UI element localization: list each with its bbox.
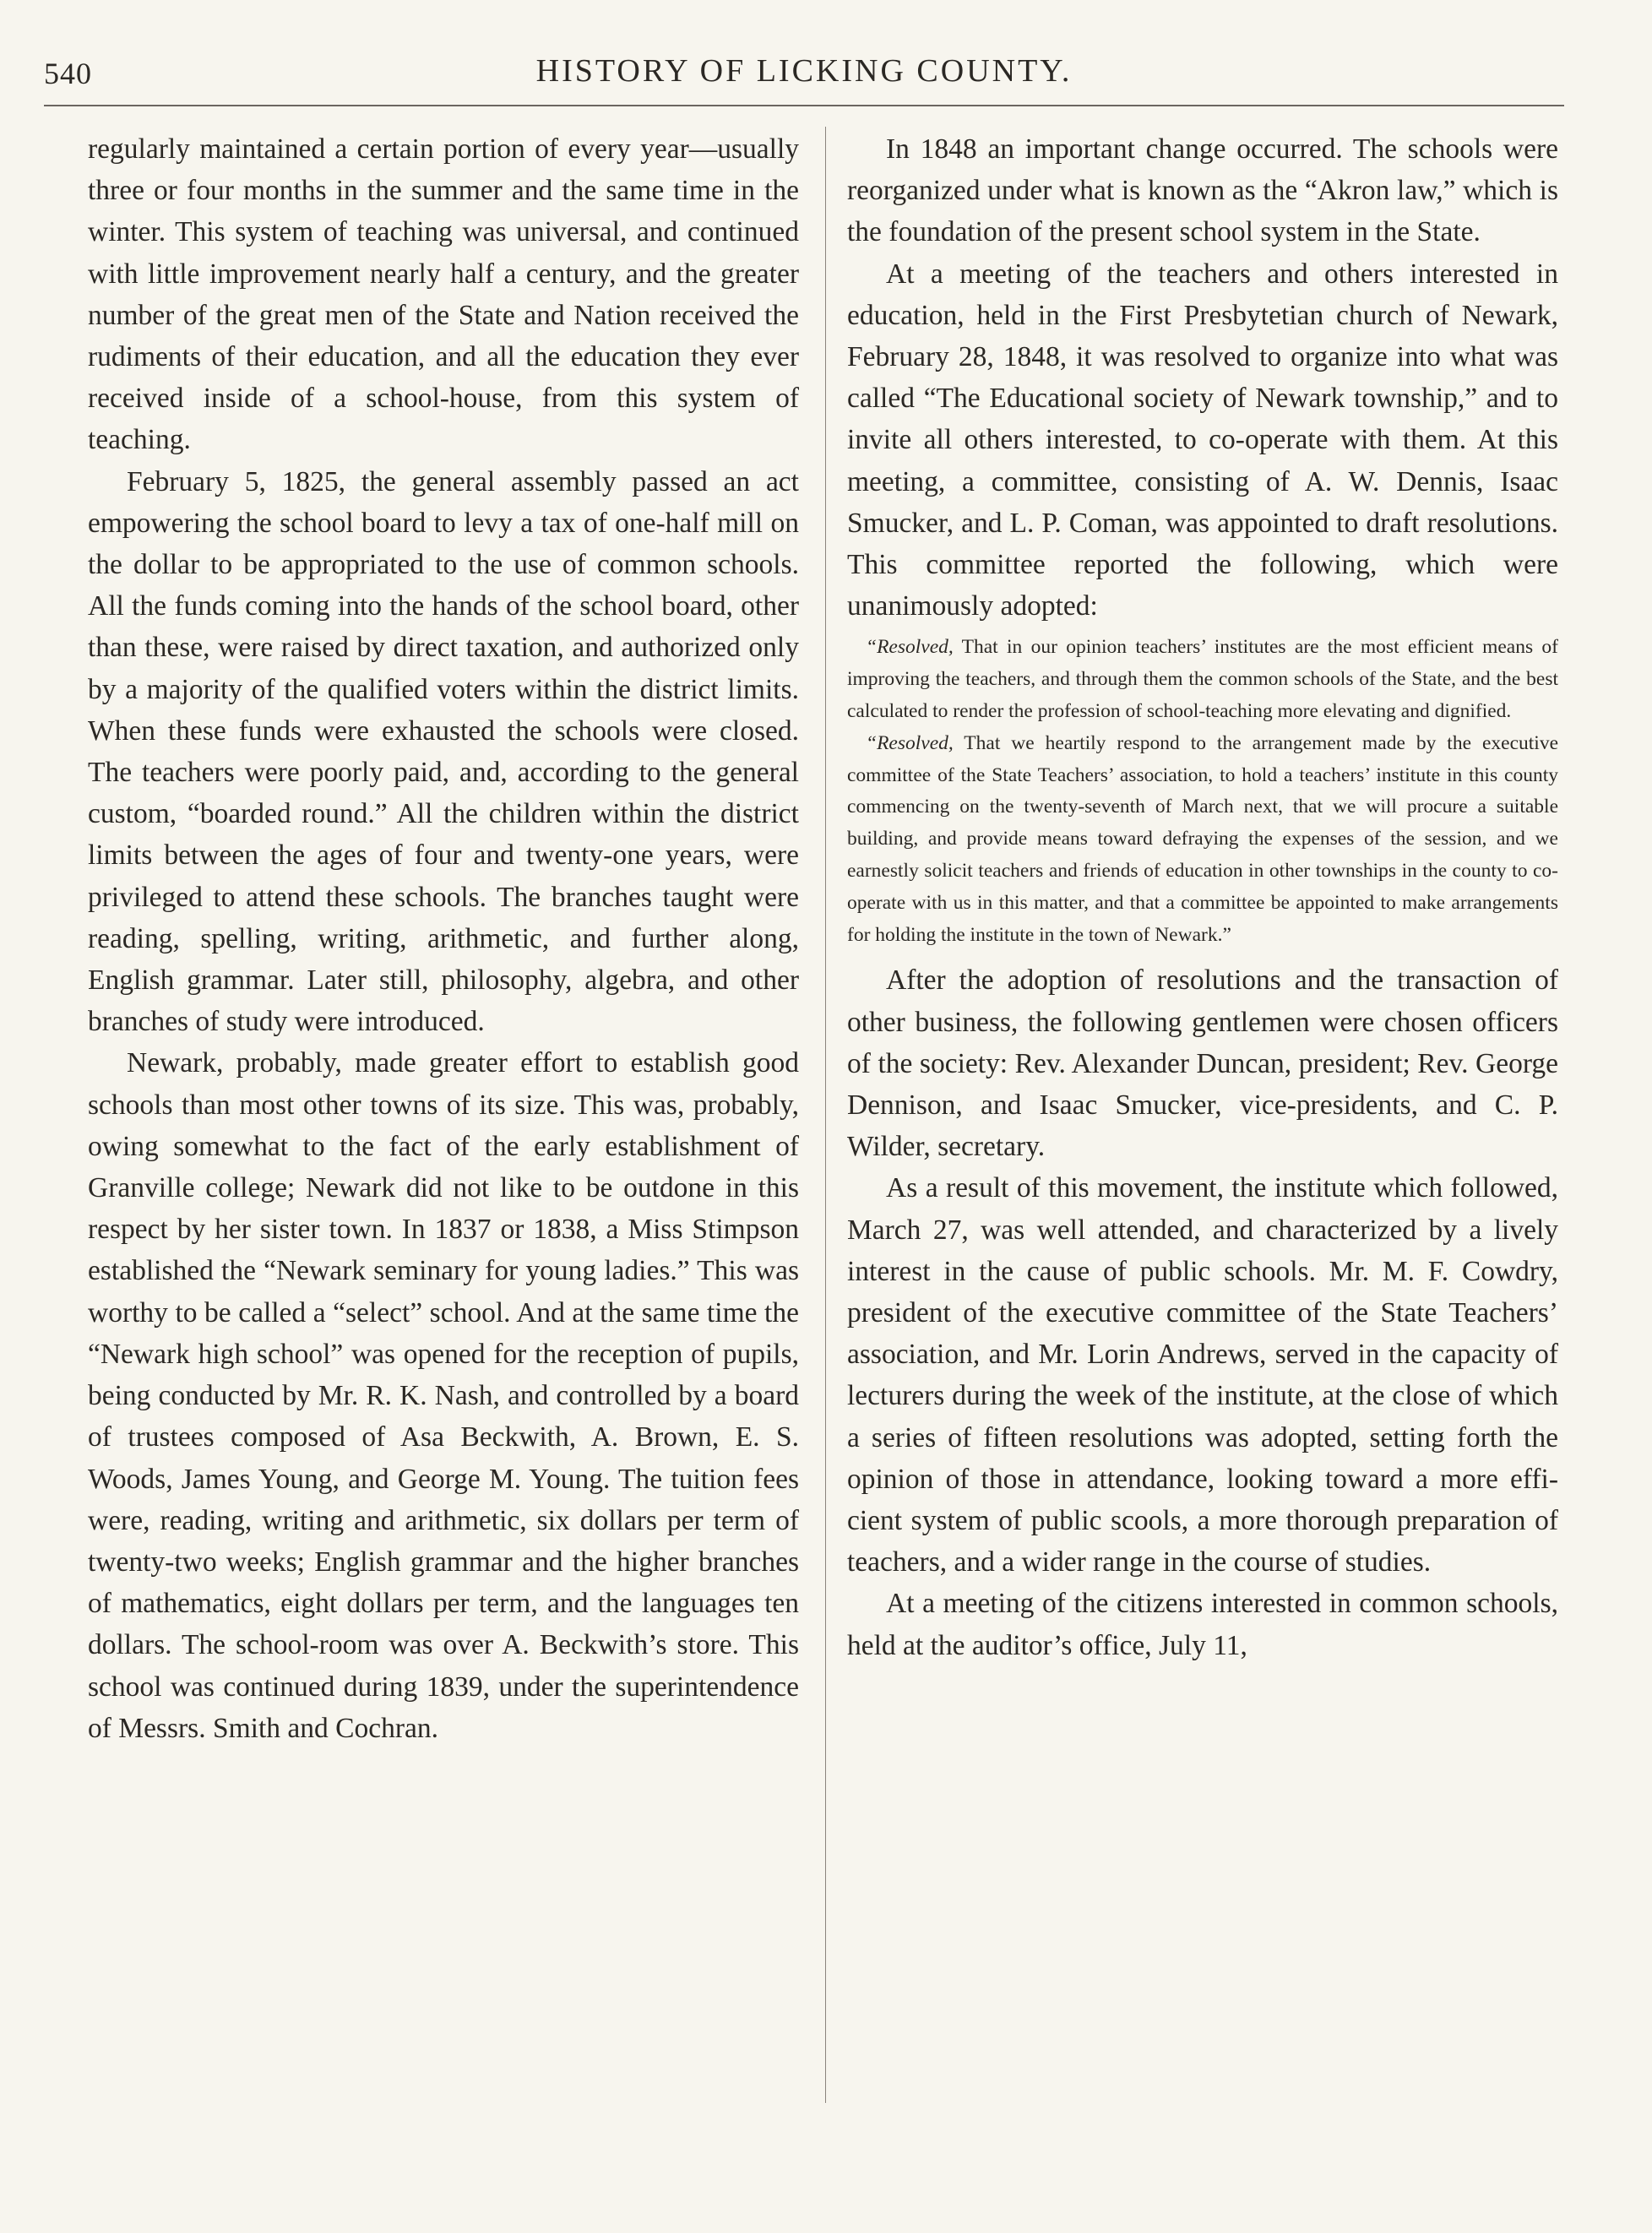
paragraph: At a meeting of the citizens interested in common schools, held at the auditor’s office, July 11, — [847, 1588, 1558, 1661]
running-title: HISTORY OF LICKING COUNTY. — [535, 53, 1073, 89]
paragraph: As a result of this movement, the institute which followed, March 27, was well attended, and characterized by a lively interest in the cause of public schools. Mr. M. F. Cowdry, president of the executive committee of the State Teachers’ association, and Mr. Lorin Andrews, served in the capacity of lecturers during the week of the institute, at the close of which a series of fifteen resolutions was adopted, setting forth the opinion of those in attendance, looking toward a more efficient system of public scools, a more thorough preparation of teachers, and a wider range in the course of studies. — [847, 1172, 1558, 1578]
right-column — [847, 128, 1558, 1666]
paragraph: In 1848 an important change occurred. The schools were reorganized under what is known as the “Akron law,” which is the foundation of the present school system in the State. — [847, 133, 1558, 248]
resolution-text: That we heartily respond to the arrangement made by the executive committee of the State Teachers’ association, to hold a teachers’ institute in this county commencing on the twenty-seventh of March next, that we will procure a suitable building, and provide means toward defraying the expenses of the session, and we earnestly solicit teachers and friends of education in other townships in the county to cooperate with us in this matter, and that a committee be appointed to make arrangements for holding the institute in the town of Newark.” — [847, 731, 1558, 946]
resolution-lead: “Resolved, — [866, 636, 954, 659]
resolutions-quote — [847, 632, 1558, 951]
header-rule — [44, 105, 1564, 106]
left-column — [88, 128, 799, 1749]
column-divider — [825, 127, 826, 2103]
resolution-text: That in our opinion teachers’ institutes are the most efficient means of improving the teachers, and through them the common schools of the State, and the best calculated to render the profession of school-teaching more elevating and dignified. — [847, 636, 1558, 723]
resolution-lead: “Resolved, — [866, 731, 954, 754]
paragraph: At a meeting of the teachers and others interested in education, held in the First Presbytetian church of Newark, February 28, 1848, it was resolved to organize into what was called “The Educational society of Newark township,” and to invite all others interested, to co-operate with them. At this meeting, a committee, consisting of A. W. Dennis, Isaac Smucker, and L. P. Coman, was appointed to draft resolutions. This committee reported the following, which were unanimously adopted: — [847, 258, 1558, 622]
resolution — [847, 632, 1558, 727]
paragraph: regularly maintained a certain portion of every year—usually three or four months in the summer and the same time in the winter. This system of teaching was universal, and continued with little improvement nearly half a century, and the greater number of the great men of the State and Nation received the rudiments of their education, and all the education they ever received inside of a school-house, from this system of teaching. — [88, 133, 799, 456]
page-number: 540 — [44, 57, 92, 90]
resolution — [847, 728, 1558, 952]
page-header — [44, 47, 1564, 98]
paragraph: Newark, probably, made greater effort to establish good schools than most other towns of its size. This was, probably, owing somewhat to the fact of the early establishment of Granville college; Newark did not like to be outdone in this respect by her sister town. In 1837 or 1838, a Miss Stimpson established the “Newark seminary for young ladies.” This was worthy to be called a “select” school. And at the same time the “Newark high school” was opened for the reception of pupils, being conducted by Mr. R. K. Nash, and controlled by a board of trustees composed of Asa Beckwith, A. Brown, E. S. Woods, James Young, and George M. Young. The tuition fees were, reading, writing and arithmetic, six dollars per term of twenty-two weeks; English grammar and the higher branches of mathematics, eight dollars per term, and the languages ten dollars. The school-room was over A. Beckwith’s store. This school was continued during 1839, under the superintendence of Messrs. Smith and Cochran. — [88, 1047, 799, 1744]
paragraph: February 5, 1825, the general assembly passed an act empowering the school board to levy a tax of one-half mill on the dollar to be appropriated to the use of common schools. All the funds coming into the hands of the school board, other than these, were raised by direct taxation, and authorized only by a majority of the qualified voters within the district limits. When these funds were exhausted the schools were closed. The teachers were poorly paid, and, according to the general custom, “boarded round.” All the children within the district limits between the ages of four and twenty-one years, were privileged to attend these schools. The branches taught were reading, spelling, writing, arithmetic, and further along, English grammar. Later still, philosophy, algebra, and other branches of study were introduced. — [88, 465, 799, 1038]
paragraph: After the adoption of resolutions and the transaction of other business, the following gentlemen were chosen officers of the society: Rev. Alexander Duncan, president; Rev. George Dennison, and Isaac Smucker, vice-presidents, and C. P. Wilder, secretary. — [847, 964, 1558, 1163]
